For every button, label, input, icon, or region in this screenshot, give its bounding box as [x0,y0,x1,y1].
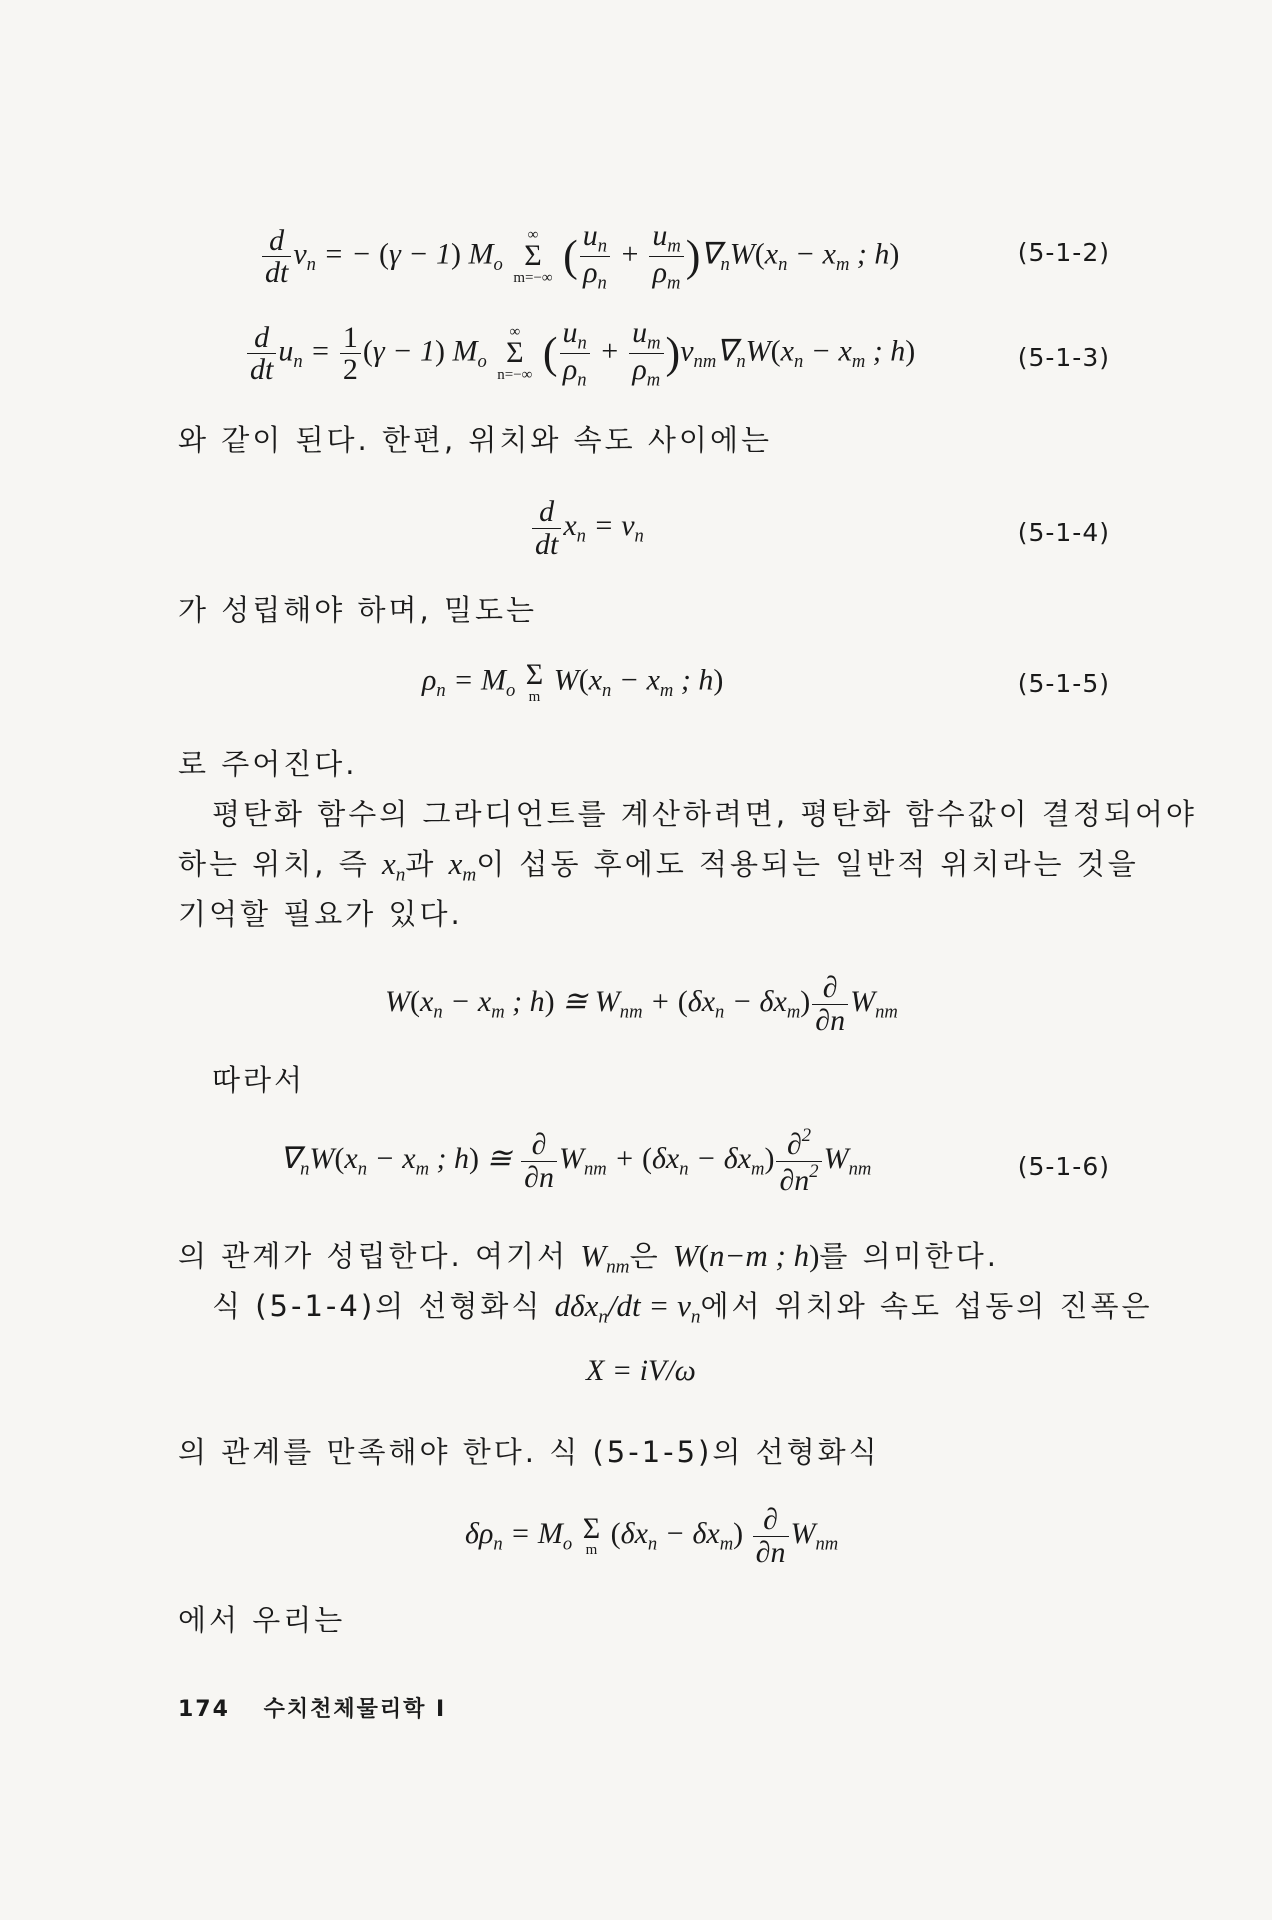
equation-number: (5-1-6) [1017,1152,1110,1181]
text-line: 가 성립해야 하며, 밀도는 [178,593,538,627]
equation-linearized-density: $\delta\rho_n = M_o$ Σ m $(\delta x_n - \delta x_m)$ $\frac{\partial}{\partial n}$ $W_{nm}$ [465,1503,839,1569]
equation-amplitude: X = iV/ω [586,1354,696,1387]
equation-5-1-3: $\frac{d}{dt}$ $u_n$ = $\frac{1}{2}$ (γ − 1) $M_o$ ∞ Σ n=−∞ ( $\frac{u_n}{\rho_n}$ + $\frac{u_m}{\rho_m}$ )$v_{nm}\nabla_nW(x_n - x_m$ ; h) (5-1-3) [170,305,1110,395]
text-segment: 하는 위치, 즉 [178,847,370,881]
text-line: 와 같이 된다. 한편, 위치와 속도 사이에는 [178,423,772,457]
page-number: 174 [178,1697,230,1722]
equation-number: (5-1-2) [1017,238,1110,267]
text-segment: 를 의미한다. [819,1239,999,1273]
equation-5-1-2: $\frac{d}{dt}$ $v_n$ = − (γ − 1) $M_o$ ∞ Σ m=−∞ ( $\frac{u_n}{\rho_n}$ + $\frac{u_m}{\rho_m}$ )$\nabla_nW(x_n - x_m$ ; h) (5-1-2) [170,208,1110,298]
equation-number: (5-1-5) [1017,669,1110,698]
text-line: 에서 우리는 [178,1603,346,1637]
text-segment: 이 섭동 후에도 적용되는 일반적 위치라는 것을 [476,847,1139,881]
paragraph-line: 하는 위치, 즉 $x_n$과 $x_m$이 섭동 후에도 적용되는 일반적 위치라는 것을 [178,846,1139,886]
equation-5-1-6: $\nabla_nW(x_n - x_m$ ; h) ≅ $\frac{\partial}{\partial n}$ $W_{nm} + (\delta x_n - \delta x_m)$ $\frac{\partial^2}{\partial n^2}$ $W_{nm}$ (5-1-6) [280,1125,1110,1197]
text-line: 따라서 [212,1063,306,1097]
equation-number: (5-1-4) [1017,518,1110,547]
text-segment: 과 [405,847,437,881]
equation-5-1-4: $\frac{d}{dt}$ $x_n = v_n$ (5-1-4) [170,490,1110,580]
page-footer [178,1692,446,1723]
book-title: 수치천체물리학 I [263,1697,447,1722]
text-segment: 은 [629,1239,661,1273]
paragraph-line: 기억할 필요가 있다. [178,897,463,931]
text-line: 로 주어진다. [178,747,358,781]
text-segment: 식 (5-1-4)의 선형화식 [212,1289,543,1323]
paragraph-line: 평탄화 함수의 그라디언트를 계산하려면, 평탄화 함수값이 결정되어야 [212,797,1197,831]
paragraph-line: 식 (5-1-4)의 선형화식 $d\delta x_n/dt = v_n$에서 위치와 속도 섭동의 진폭은 [212,1288,1153,1328]
paragraph-line: 의 관계가 성립한다. 여기서 $W_{nm}$은 W(n−m ; h)를 의미한다. [178,1238,999,1278]
equation-expansion: $W(x_n - x_m$ ; h) ≅ $W_{nm} + (\delta x_n - \delta x_m)$ $\frac{\partial}{\partial n}$ $W_{nm}$ [385,971,898,1037]
text-segment: 의 관계가 성립한다. 여기서 [178,1239,569,1273]
equation-number: (5-1-3) [1017,343,1110,372]
text-line: 의 관계를 만족해야 한다. 식 (5-1-5)의 선형화식 [178,1435,880,1469]
equation-5-1-5: $\rho_n = M_o$ Σ m $W(x_n - x_m$ ; h) (5-1-5) [422,658,1110,705]
text-segment: 에서 위치와 속도 섭동의 진폭은 [700,1289,1153,1323]
